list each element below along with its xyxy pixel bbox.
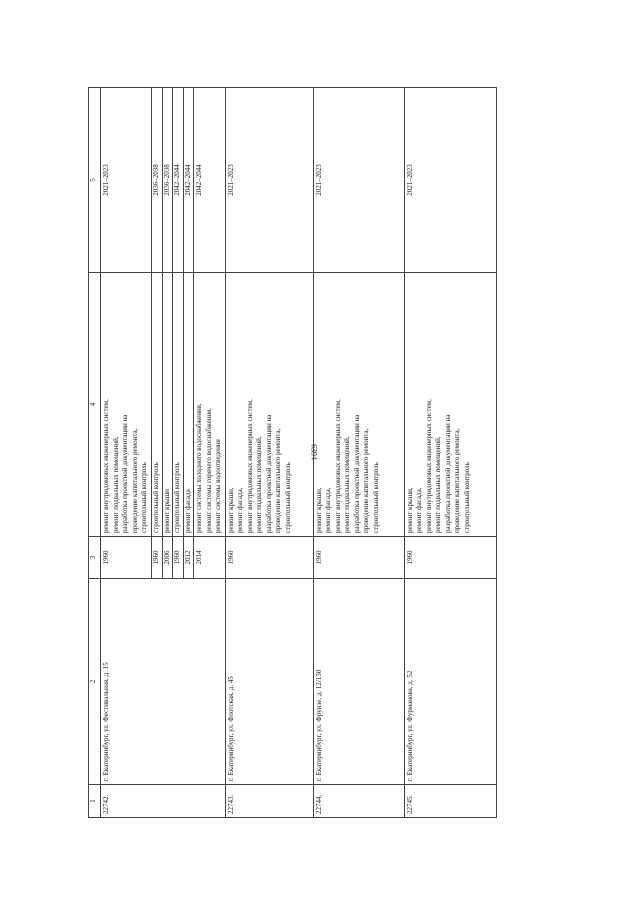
row-year: 1960 bbox=[101, 537, 152, 579]
row-period: 2021–2023 bbox=[225, 88, 313, 273]
subrow-year: 1960 bbox=[173, 537, 184, 579]
work-line: ремонт системы водоотведения bbox=[214, 439, 222, 533]
row-year: 1960 bbox=[225, 537, 313, 579]
row-address: г. Екатеринбург, ул. Фурманова, д. 52 bbox=[404, 579, 496, 785]
row-works bbox=[404, 273, 496, 537]
table-row bbox=[404, 88, 496, 818]
header-col-1: 1 bbox=[89, 785, 101, 818]
work-line: ремонт крыши, bbox=[314, 487, 323, 533]
row-number: 22742. bbox=[101, 785, 226, 818]
row-address: г. Екатеринбург, ул. Фестивальная, д. 15 bbox=[101, 579, 226, 785]
work-line: проведение капитального ремонта, bbox=[274, 428, 282, 533]
row-number: 22743. bbox=[225, 785, 313, 818]
subrow-period: 2042–2044 bbox=[183, 88, 194, 273]
work-line: ремонт подвальных помещений, bbox=[343, 436, 351, 533]
row-period: 2021–2023 bbox=[101, 88, 152, 273]
header-col-2: 2 bbox=[89, 579, 101, 785]
work-line: проведение капитального ремонта, bbox=[453, 428, 461, 533]
subrow-work: строительный контроль bbox=[173, 273, 184, 537]
table-row bbox=[101, 88, 152, 818]
rotated-table-container bbox=[88, 88, 524, 818]
work-line: ремонт фасада, bbox=[236, 487, 244, 533]
work-line: ремонт подвальных помещений, bbox=[434, 436, 442, 533]
row-address: г. Екатеринбург, ул. Фрунзе, д. 12/130 bbox=[313, 579, 404, 785]
header-row bbox=[89, 88, 101, 818]
work-line: ремонт подвальных помещений, bbox=[111, 436, 120, 533]
work-line: проведение капитального ремонта, bbox=[130, 428, 139, 533]
work-line: строительный контроль bbox=[371, 462, 380, 533]
header-col-5: 5 bbox=[89, 88, 101, 273]
work-line: ремонт внутридомовых инженерных систем, bbox=[102, 399, 110, 533]
table-row bbox=[313, 88, 404, 818]
header-col-3: 3 bbox=[89, 537, 101, 579]
subrow-year: 2006 bbox=[162, 537, 173, 579]
row-works bbox=[313, 273, 404, 537]
subrow-year: 1960 bbox=[152, 537, 163, 579]
row-works bbox=[225, 273, 313, 537]
work-line: ремонт внутридомовых инженерных систем, bbox=[245, 399, 254, 533]
subrow-work: ремонт фасада bbox=[183, 273, 194, 537]
work-line: ремонт внутридомовых инженерных систем, bbox=[424, 399, 433, 533]
subrow-year: 2014 bbox=[194, 537, 226, 579]
subrow-work: ремонт крыши bbox=[162, 273, 173, 537]
row-works bbox=[101, 273, 152, 537]
table-row bbox=[225, 88, 313, 818]
header-col-4: 4 bbox=[89, 273, 101, 537]
page-number: 6394 bbox=[309, 444, 319, 460]
work-line: ремонт подвальных помещений, bbox=[255, 436, 263, 533]
work-line: ремонт крыши, bbox=[405, 487, 414, 533]
work-line: проведение капитального ремонта, bbox=[362, 428, 370, 533]
row-number: 22745. bbox=[404, 785, 496, 818]
row-number: 22744. bbox=[313, 785, 404, 818]
work-line: ремонт системы горячего водоснабжения, bbox=[204, 407, 213, 533]
work-line: ремонт фасада, bbox=[415, 487, 423, 533]
row-address: г. Екатеринбург, ул. Флотская, д. 45 bbox=[225, 579, 313, 785]
subrow-year: 2012 bbox=[183, 537, 194, 579]
subrow-period: 2036–2038 bbox=[152, 88, 163, 273]
work-line: ремонт фасада, bbox=[324, 487, 332, 533]
capital-repair-table bbox=[88, 87, 497, 818]
subrow-period: 2042–2044 bbox=[194, 88, 226, 273]
work-line: строительный контроль bbox=[140, 462, 148, 533]
work-line: ремонт системы холодного водоснабжения, bbox=[195, 403, 203, 533]
row-year: 1960 bbox=[313, 537, 404, 579]
work-line: разработка проектной документации на bbox=[352, 414, 361, 533]
row-period: 2021–2023 bbox=[404, 88, 496, 273]
work-line: ремонт крыши, bbox=[226, 487, 235, 533]
work-line: разработка проектной документации на bbox=[264, 414, 273, 533]
subrow-period: 2036–2038 bbox=[162, 88, 173, 273]
work-line: строительный контроль bbox=[283, 462, 292, 533]
subrow-period: 2042–2044 bbox=[173, 88, 184, 273]
row-year: 1960 bbox=[404, 537, 496, 579]
subrow-works bbox=[194, 273, 226, 537]
subrow-work: строительный контроль bbox=[152, 273, 163, 537]
work-line: разработка проектной документации на bbox=[121, 414, 129, 533]
work-line: строительный контроль bbox=[462, 462, 471, 533]
work-line: ремонт внутридомовых инженерных систем, bbox=[333, 399, 342, 533]
row-period: 2021–2023 bbox=[313, 88, 404, 273]
work-line: разработка проектной документации на bbox=[443, 414, 452, 533]
